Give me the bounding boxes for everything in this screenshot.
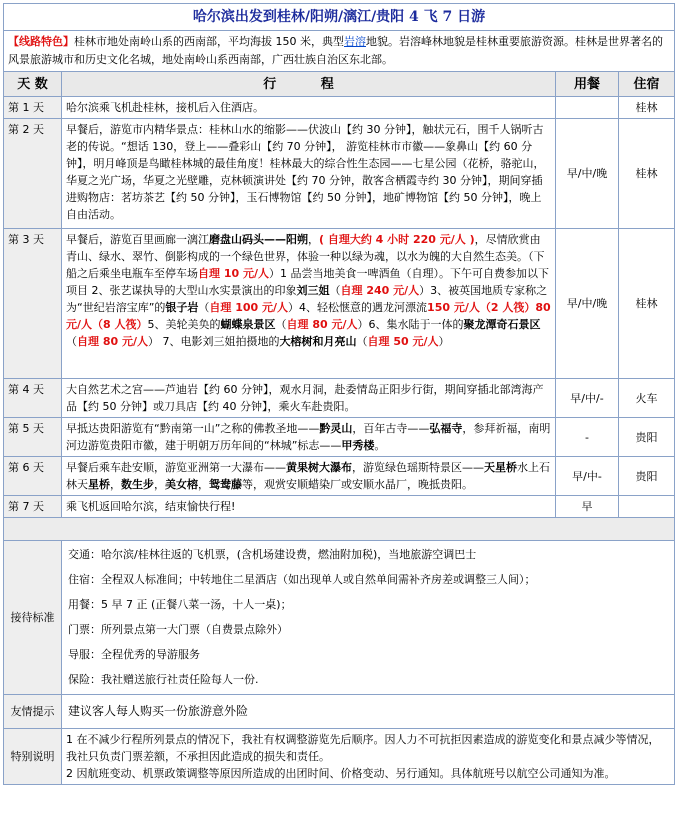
day-meals: - [556, 418, 619, 457]
day-description [62, 379, 556, 418]
description-text: ，游览绿色瑶斯特景区—— [352, 461, 484, 474]
highlight-attraction: 黄果树大瀑布 [286, 461, 352, 474]
tips-text: 建议客人每人购买一份旅游意外险 [62, 695, 675, 729]
self-pay-price: 自理 10 元/人 [198, 267, 269, 280]
day-row [4, 379, 675, 418]
day-row [4, 229, 675, 379]
description-text: 哈尔滨乘飞机赴桂林，接机后入住酒店。 [66, 101, 264, 114]
description-text: （ [198, 301, 210, 314]
day-lodging: 贵阳 [619, 418, 675, 457]
self-pay-price: ( 自理大约 4 小时 220 元/人 ) [319, 233, 475, 246]
day-meals: 早 [556, 496, 619, 518]
day-description [62, 229, 556, 379]
service-label: 接待标准 [4, 541, 62, 695]
self-pay-price: 自理 80 元/人 [286, 318, 358, 331]
day-label: 第 4 天 [4, 379, 62, 418]
description-text: （ [275, 318, 287, 331]
description-text: ） [438, 335, 450, 348]
day-lodging: 桂林 [619, 229, 675, 379]
features-text-1: 桂林市地处南岭山系的西南部，平均海拔 150 米，典型 [74, 35, 344, 48]
day-lodging: 贵阳 [619, 457, 675, 496]
description-text: ， [198, 478, 209, 491]
service-insurance: 保险：我社赠送旅行社责任险每人一份. [68, 673, 259, 686]
day-description [62, 418, 556, 457]
service-standards [62, 541, 675, 695]
description-text: （ [329, 284, 341, 297]
description-text: ， [308, 233, 319, 246]
day-row [4, 418, 675, 457]
day-lodging [619, 496, 675, 518]
description-text: ）1 品尝当地美食一啤酒鱼（自理）。下午可自费参加以下项目 2、张艺谋执导的大型山水实景演出的印象 [66, 267, 549, 297]
note-1: 1 在不减少行程所列景点的情况下，我社有权调整游览先后顺序。因人力不可抗拒因素造成的游览变化和景点减少等情况，我社只负责门票差额，不承担因此造成的损失和责任。 [66, 733, 660, 763]
highlight-attraction: 银子岩 [165, 301, 199, 314]
note-2: 2 因航班变动、机票政策调整等原因所造成的出团时间、价格变动、另行通知。具体航班号以航空公司通知为准。 [66, 767, 616, 780]
day-row [4, 457, 675, 496]
special-notes [62, 729, 675, 785]
day-label: 第 3 天 [4, 229, 62, 379]
header-itinerary: 行 程 [62, 72, 556, 97]
header-day: 天 数 [4, 72, 62, 97]
description-text: ， [154, 478, 165, 491]
description-text: 早餐后，游览市内精华景点：桂林山水的缩影——伏波山【约 30 分钟】，触状元石，围千人锅听古老的传说。“想话 130，登上——叠彩山【约 70 分钟】， 游览桂林市市徽——象鼻山【约 60 分钟】，明月峰顶是鸟瞰桂林城的最佳角度！桂林最大的综合性生态园——七星公园（花桥，骆驼山，华夏之光广场，华夏之光壁雕，克林顿演讲处【约 70 分钟，散客含栖霞寺约 30 分钟】，期间穿插进购物店：茗坊茶艺【约 50 分钟】，玉石博物馆【约 50 分钟】，地矿博物馆【约 50 分钟】，晚上自由活动。 [66, 123, 545, 221]
day-label: 第 6 天 [4, 457, 62, 496]
day-description [62, 119, 556, 229]
service-tickets: 门票：所列景点第一大门票（自费景点除外） [68, 623, 288, 636]
self-pay-price: 自理 50 元/人 [367, 335, 439, 348]
day-label: 第 7 天 [4, 496, 62, 518]
highlight-attraction: 鸳鸯藤 [209, 478, 242, 491]
header-lodging: 住宿 [619, 72, 675, 97]
day-meals: 早/中/晚 [556, 229, 619, 379]
self-pay-price: 150 元/人（2 人筏）80 元/人（8 人筏） [66, 301, 551, 331]
description-text: ，参拜祈福，南明河边游览贵阳市徽，建于明朝万历年间的“林城”标志—— [66, 422, 551, 452]
day-label: 第 2 天 [4, 119, 62, 229]
karst-link[interactable]: 岩溶 [344, 35, 366, 48]
day-row [4, 496, 675, 518]
self-pay-price: 自理 100 元/人 [209, 301, 289, 314]
route-features [4, 31, 675, 72]
description-text: ，百年古寺—— [352, 422, 430, 435]
service-lodging: 住宿：全程双人标准间；中转地住二星酒店（如出现单人或自然单间需补齐房差或调整三人间）； [68, 573, 536, 586]
day-label: 第 1 天 [4, 97, 62, 119]
day-description [62, 97, 556, 119]
highlight-attraction: 美女榕 [165, 478, 198, 491]
highlight-attraction: 天星桥 [484, 461, 517, 474]
highlight-attraction: 黔灵山 [319, 422, 353, 435]
day-description [62, 457, 556, 496]
description-text: 水上石林天 [66, 461, 550, 491]
highlight-attraction: 刘三姐 [296, 284, 330, 297]
highlight-attraction: 大榕树和月亮山 [279, 335, 357, 348]
separator-bar [4, 518, 675, 541]
description-text: ） 7、电影刘三姐拍摄地的 [147, 335, 280, 348]
highlight-attraction: 星桥 [88, 478, 110, 491]
day-row [4, 119, 675, 229]
description-text: ）6、集水陆于一体的 [357, 318, 464, 331]
highlight-attraction: 蝴蝶泉景区 [220, 318, 276, 331]
description-text: ，尽情欣赏由青山、绿水、翠竹、倒影构成的一个绿色世界，体验一种以绿为魂，以水为魄的大自然生态美。（下船之后乘坐电瓶车至停车场 [66, 233, 545, 280]
service-transport: 交通：哈尔滨/桂林往返的飞机票，(含机场建设费，燃油附加税)，当地旅游空调巴士 [68, 548, 477, 561]
day-lodging: 桂林 [619, 97, 675, 119]
day-meals: 早/中- [556, 457, 619, 496]
description-text: 乘飞机返回哈尔滨，结束愉快行程! [66, 500, 236, 513]
day-meals: 早/中/- [556, 379, 619, 418]
service-meals: 用餐：5 早 7 正 (正餐八菜一汤，十人一桌)； [68, 598, 292, 611]
self-pay-price: 自理 80 元/人 [77, 335, 148, 348]
description-text: （ [66, 335, 77, 348]
highlight-attraction: 弘福寺 [429, 422, 463, 435]
features-tag: 【线路特色】 [8, 35, 74, 48]
description-text: 早抵达贵阳游览有“黔南第一山”之称的佛教圣地—— [66, 422, 320, 435]
notes-label: 特别说明 [4, 729, 62, 785]
day-lodging: 火车 [619, 379, 675, 418]
tips-label: 友情提示 [4, 695, 62, 729]
description-text: 早餐后乘车赴安顺，游览亚洲第一大瀑布—— [66, 461, 286, 474]
description-text: ）3、被英国地质专家称之为“世纪岩溶宝库”的 [66, 284, 548, 314]
itinerary-table [3, 3, 675, 785]
day-label: 第 5 天 [4, 418, 62, 457]
self-pay-price: 自理 240 元/人 [340, 284, 420, 297]
description-text: 5、美轮美奂的 [147, 318, 221, 331]
description-text: 大自然艺术之宫——芦迪岩【约 60 分钟】，观水月洞，赴委情岛正阳步行街，期间穿插北部湾海产品【约 50 分钟】或刀具店【约 40 分钟】，乘火车赴贵阳。 [66, 383, 544, 413]
day-row [4, 97, 675, 119]
highlight-attraction: 聚龙潭奇石景区 [463, 318, 541, 331]
day-meals: 早/中/晚 [556, 119, 619, 229]
features-text-2: 地貌。岩溶峰林地貌是桂林重要旅游资源。桂林是世界著名的风景旅游城市和历史文化名城，地处南岭山系西南部，广西壮族自治区东北部。 [8, 35, 663, 66]
page-title: 哈尔滨出发到桂林/阳朔/漓江/贵阳 4 飞 7 日游 [4, 4, 675, 31]
day-meals [556, 97, 619, 119]
description-text: （ [356, 335, 368, 348]
description-text: 等，观赏安顺蜡染厂或安顺水晶厂，晚抵贵阳。 [242, 478, 473, 491]
day-lodging: 桂林 [619, 119, 675, 229]
highlight-attraction: 数生步 [121, 478, 154, 491]
highlight-attraction: 磨盘山码头——阳朔 [209, 233, 308, 246]
description-text: ， [110, 478, 121, 491]
header-meals: 用餐 [556, 72, 619, 97]
description-text: 早餐后，游览百里画廊一漓江 [66, 233, 209, 246]
highlight-attraction: 甲秀楼 [341, 439, 375, 452]
description-text: ）4、轻松惬意的遇龙河漂流 [288, 301, 428, 314]
service-guide: 导服：全程优秀的导游服务 [68, 648, 200, 661]
day-description [62, 496, 556, 518]
description-text: 。 [374, 439, 386, 452]
